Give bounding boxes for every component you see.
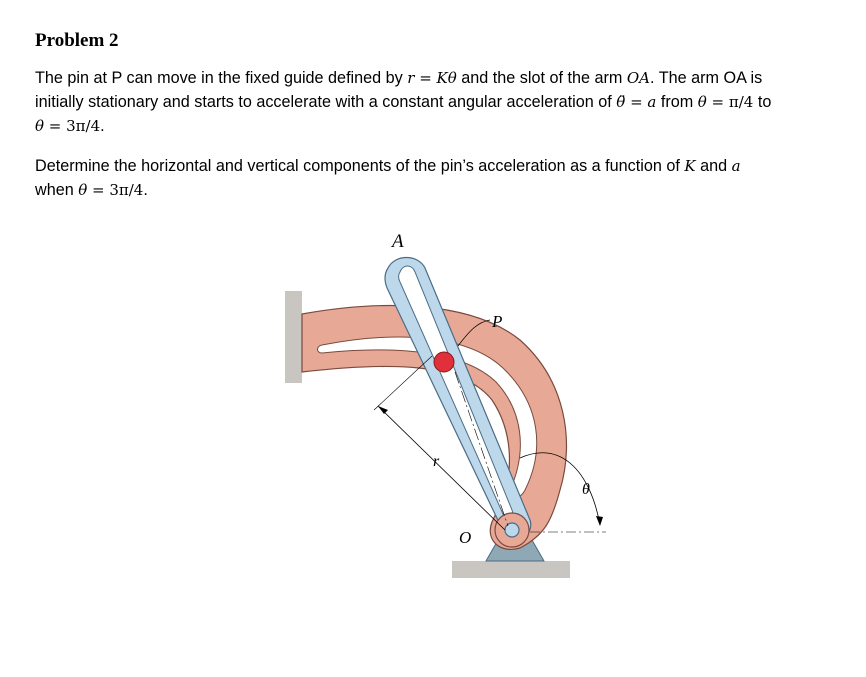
- math-theta-ddot: θ̈: [616, 93, 626, 111]
- math-eq: =: [87, 181, 110, 199]
- math-r: r: [407, 69, 415, 87]
- text: . The arm OA is: [650, 69, 763, 87]
- math-a: a: [647, 93, 657, 111]
- label-r: r: [433, 453, 440, 470]
- fixed-wall: [285, 291, 302, 383]
- theta-arrowhead: [596, 516, 603, 526]
- math-theta: θ: [447, 69, 457, 87]
- r-arrowhead: [378, 406, 388, 414]
- math-eq: =: [414, 69, 437, 87]
- math-value: 3π/4: [66, 117, 101, 135]
- text: when: [35, 181, 79, 199]
- problem-title: Problem 2: [35, 30, 119, 51]
- math-theta: θ: [697, 93, 707, 111]
- math-theta: θ: [78, 181, 88, 199]
- label-O: O: [459, 528, 472, 547]
- text: The pin at P can move in the fixed guide defined by: [35, 69, 408, 87]
- problem-question: [35, 154, 835, 202]
- mechanism-figure: [270, 222, 620, 582]
- ground-base: [452, 561, 570, 578]
- label-theta: θ: [582, 481, 590, 498]
- math-value: π/4: [728, 93, 754, 111]
- text: from: [656, 93, 698, 111]
- math-K: K: [436, 69, 448, 87]
- text: to: [753, 93, 772, 111]
- text: .: [100, 117, 105, 135]
- label-A: A: [392, 231, 404, 252]
- pivot-O-pin: [505, 523, 519, 537]
- text: and: [695, 157, 732, 175]
- math-a: a: [731, 157, 741, 175]
- math-theta: θ: [35, 117, 45, 135]
- math-eq: =: [44, 117, 67, 135]
- math-value: 3π/4: [109, 181, 144, 199]
- text: Determine the horizontal and vertical components of the pin’s acceleration as a function of: [35, 157, 685, 175]
- pin-P: [434, 352, 454, 372]
- text: and the slot of the arm: [456, 69, 627, 87]
- label-P: P: [492, 312, 503, 331]
- math-eq: =: [625, 93, 648, 111]
- math-eq: =: [706, 93, 729, 111]
- text: initially stationary and starts to accelerate with a constant angular acceleration of: [35, 93, 617, 111]
- math-OA: OA: [626, 69, 651, 87]
- math-K: K: [684, 157, 696, 175]
- text: .: [143, 181, 148, 199]
- problem-statement: [35, 66, 835, 138]
